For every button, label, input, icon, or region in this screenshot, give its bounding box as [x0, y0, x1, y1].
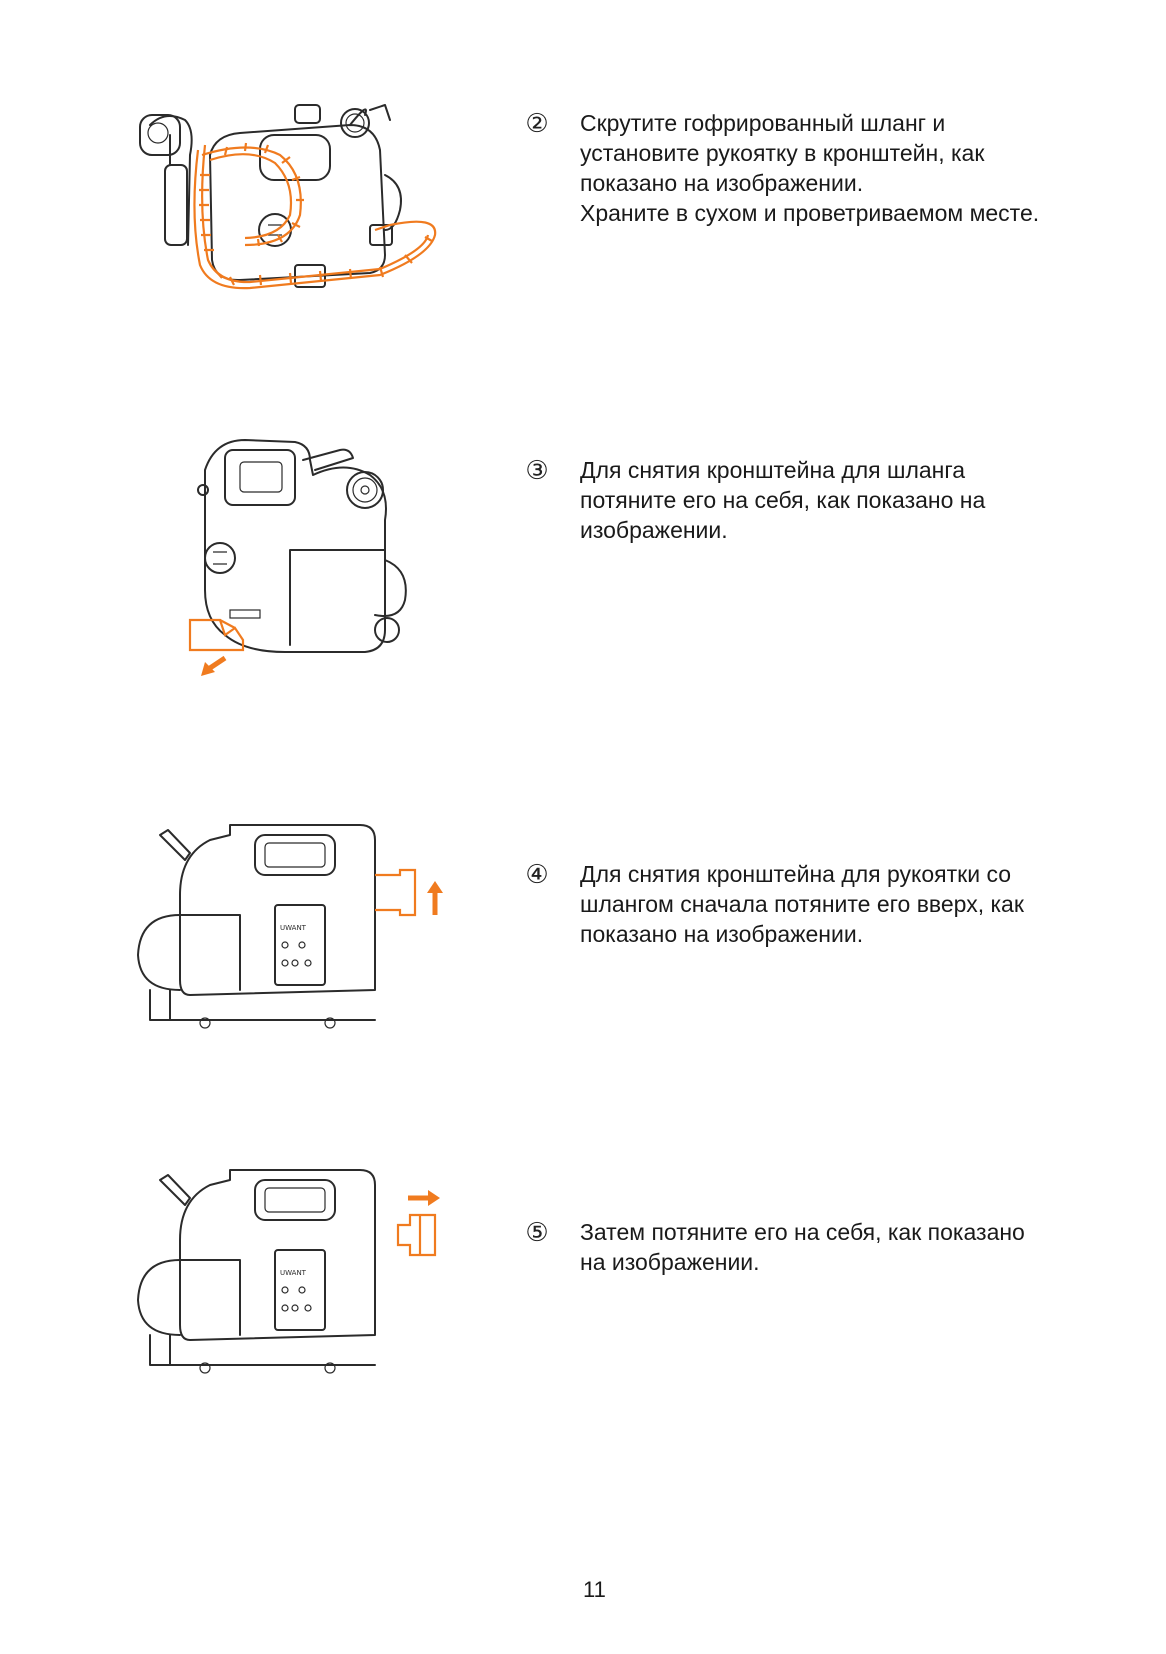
step-5-text [580, 1217, 1140, 1277]
step-2-line-1: Скрутите гофрированный шланг и [580, 110, 946, 136]
illustration-hose-bracket-removal [185, 430, 425, 700]
step-3-line-3: изображении. [580, 517, 728, 543]
step-4-line-2: шлангом сначала потяните его вверх, как [580, 891, 1024, 917]
page-number: 11 [583, 1577, 606, 1602]
step-5-line-2: на изображении. [580, 1249, 760, 1275]
device-brand-label-2: UWANT [280, 1269, 306, 1277]
step-3-number: ③ [525, 455, 549, 485]
illustration-handle-bracket-pull [130, 1160, 460, 1390]
step-3-line-1: Для снятия кронштейна для шланга [580, 457, 966, 483]
step-5-line-1: Затем потяните его на себя, как показано [580, 1219, 1025, 1245]
device-brand-label-1: UWANT [280, 924, 306, 932]
step-2-text [580, 108, 1140, 228]
illustration-handle-bracket-lift [130, 815, 460, 1045]
illustration-hose-wrapped [130, 95, 480, 325]
step-2-line-2: установите рукоятку в кронштейн, как [580, 140, 985, 166]
step-4-text [580, 859, 1140, 949]
step-4-number: ④ [525, 859, 549, 889]
step-2-number: ② [525, 108, 549, 138]
step-5-number: ⑤ [525, 1217, 549, 1247]
step-4-line-3: показано на изображении. [580, 921, 864, 947]
step-2-line-3: показано на изображении. [580, 170, 864, 196]
step-2-line-4: Храните в сухом и проветриваемом месте. [580, 200, 1040, 226]
step-3-line-2: потяните его на себя, как показано на [580, 487, 986, 513]
step-3-text [580, 455, 1140, 545]
step-4-line-1: Для снятия кронштейна для рукоятки со [580, 861, 1011, 887]
